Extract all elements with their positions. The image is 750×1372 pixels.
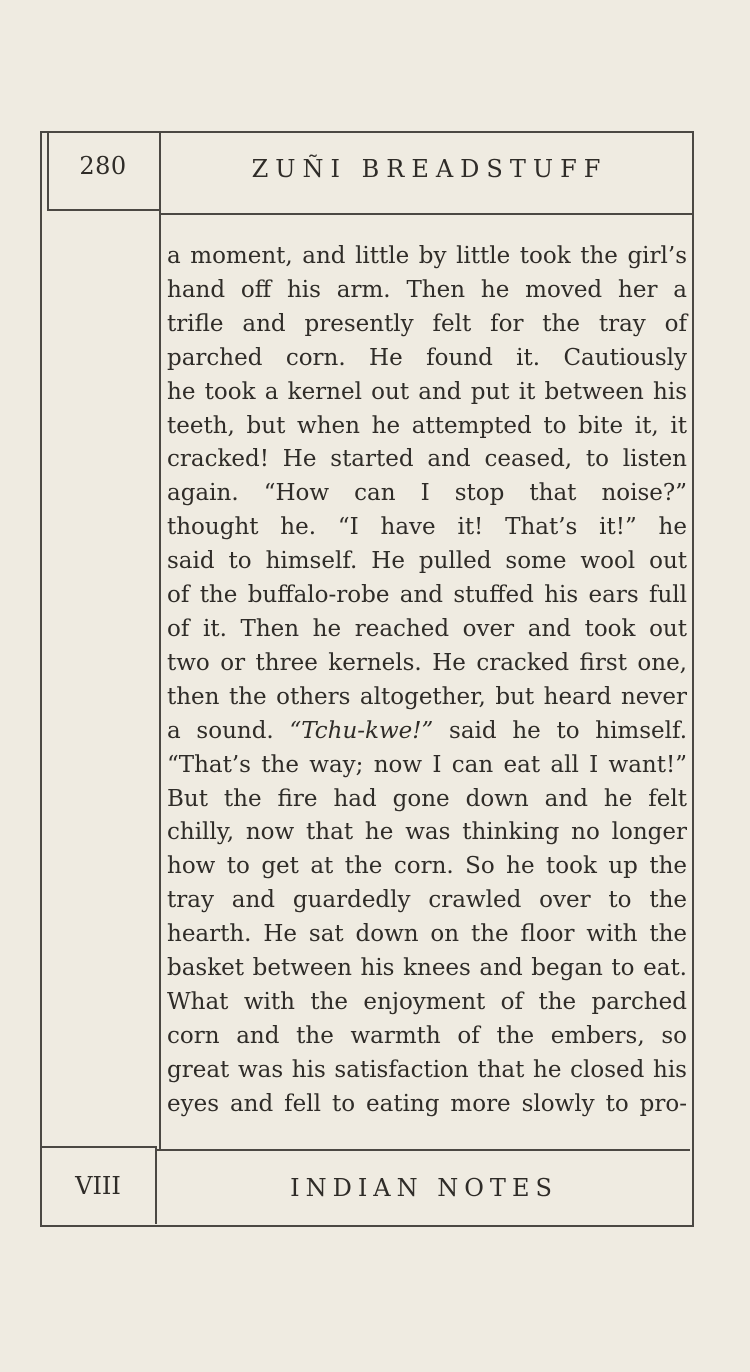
text-line: corn and the warmth of the embers, so bbox=[167, 1022, 687, 1049]
text-fragment: said he to himself. bbox=[449, 717, 688, 744]
text-line: cracked! He started and ceased, to listen bbox=[167, 446, 687, 473]
italic-exclamation: “Tchu-kwe!” bbox=[289, 717, 434, 744]
text-line: teeth, but when he attempted to bite it, it bbox=[167, 412, 687, 439]
text-fragment: a sound. bbox=[167, 717, 274, 744]
text-line: a moment, and little by little took the girl’s bbox=[167, 243, 687, 269]
text-line: then the others altogether, but heard never bbox=[167, 683, 687, 710]
text-line: of the buffalo-robe and stuffed his ears full bbox=[167, 582, 687, 609]
text-line-with-quote bbox=[167, 715, 687, 749]
text-line: said to himself. He pulled some wool out bbox=[167, 548, 687, 575]
text-line: What with the enjoyment of the parched bbox=[167, 988, 687, 1015]
text-line: chilly, now that he was thinking no longer bbox=[167, 819, 687, 846]
running-foot: INDIAN NOTES bbox=[290, 1174, 558, 1202]
text-line: hand off his arm. Then he moved her a bbox=[167, 276, 687, 303]
text-line: great was his satisfaction that he closed his bbox=[167, 1056, 687, 1083]
header-rule-left bbox=[47, 209, 159, 211]
text-line: he took a kernel out and put it between his bbox=[167, 378, 687, 405]
text-line: again. “How can I stop that noise?” bbox=[167, 480, 687, 507]
page-number: 280 bbox=[79, 152, 127, 180]
body-text bbox=[167, 240, 687, 1122]
column-rule-body bbox=[159, 215, 161, 1150]
text-line: “That’s the way; now I can eat all I want!” bbox=[167, 751, 687, 778]
header-rule-right bbox=[161, 213, 692, 215]
text-line: two or three kernels. He cracked first one, bbox=[167, 649, 687, 676]
text-line: thought he. “I have it! That’s it!” he bbox=[167, 514, 687, 541]
text-line: of it. Then he reached over and took out bbox=[167, 615, 687, 642]
text-line: But the fire had gone down and he felt bbox=[167, 785, 687, 812]
running-title: ZUÑI BREADSTUFF bbox=[251, 155, 608, 183]
text-line: how to get at the corn. So he took up the bbox=[167, 853, 687, 880]
column-rule-top-right bbox=[159, 131, 161, 215]
text-line: eyes and fell to eating more slowly to pro- bbox=[167, 1090, 687, 1117]
text-line: basket between his knees and began to eat. bbox=[167, 955, 687, 982]
footer-rule-right bbox=[157, 1149, 690, 1151]
column-rule-bottom bbox=[155, 1146, 157, 1224]
text-line: hearth. He sat down on the floor with the bbox=[167, 921, 687, 948]
text-line: tray and guardedly crawled over to the bbox=[167, 887, 687, 914]
chapter-number: VIII bbox=[75, 1172, 121, 1200]
text-line: parched corn. He found it. Cautiously bbox=[167, 344, 687, 371]
footer-rule-left bbox=[42, 1146, 155, 1148]
text-line: trifle and presently felt for the tray of bbox=[167, 310, 687, 337]
